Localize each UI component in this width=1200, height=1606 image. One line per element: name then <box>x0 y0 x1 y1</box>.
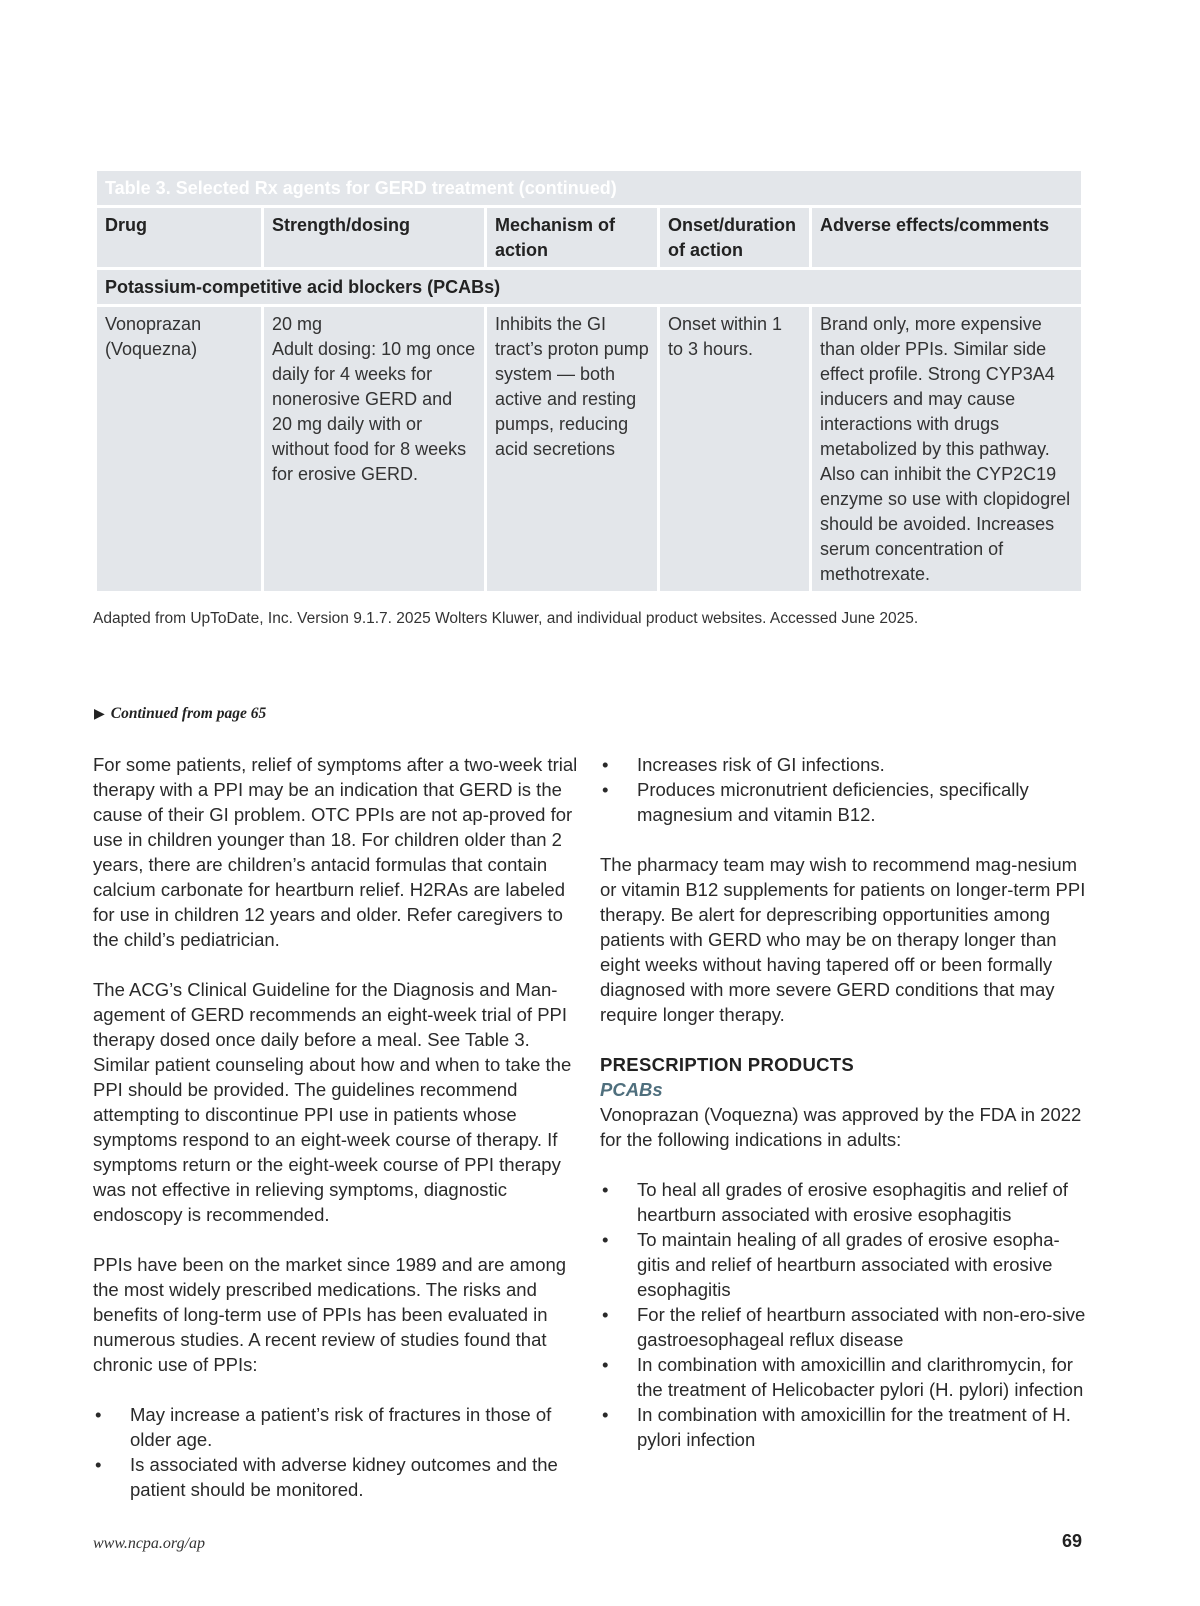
list-item: • Is associated with adverse kidney outcomes and the patient should be monitored. <box>95 1454 558 1500</box>
page-number: 69 <box>1062 1531 1083 1551</box>
right-column <box>600 752 1090 1477</box>
continued-text: Continued from page 65 <box>110 705 267 722</box>
list-item: • Increases risk of GI infections. <box>602 754 885 775</box>
list-item: • For the relief of heartburn associated with non-ero-sive gastroesophageal reflux disease <box>602 1304 1086 1350</box>
drug-brand: (Voquezna) <box>105 339 198 359</box>
paragraph: The ACG’s Clinical Guideline for the Diagnosis and Man-agement of GERD recommends an eight-week trial of PPI therapy dosed once daily before a meal. See Table 3. Similar patient counseling about how and when to take the PPI should be provided. The guidelines recommend attempting to discontinue PPI use in patients whose symptoms respond to an eight-week course of therapy. If symptoms return or the eight-week course of PPI therapy was not effective in relieving symptoms, diagnostic endoscopy is recommended. <box>93 979 572 1225</box>
table-title: Table 3. Selected Rx agents for GERD treatment (continued) <box>96 170 1083 207</box>
bullet-icon: • <box>602 1179 609 1200</box>
bullet-icon: • <box>602 754 609 775</box>
column-header-drug: Drug <box>96 207 263 269</box>
drug-name: Vonoprazan <box>105 314 202 334</box>
triangle-right-icon: ▶ <box>94 706 105 722</box>
paragraph: Vonoprazan (Voquezna) was approved by the FDA in 2022 for the following indications in adults: <box>600 1104 1082 1150</box>
bullet-list <box>600 1177 1090 1452</box>
list-item: • May increase a patient’s risk of fractures in those of older age. <box>95 1404 552 1450</box>
dosing-text: Adult dosing: 10 mg once daily for 4 weeks for nonerosive GERD and 20 mg daily with or without food for 8 weeks for erosive GERD. <box>272 339 476 484</box>
cell-strength <box>263 306 486 593</box>
paragraph: PPIs have been on the market since 1989 and are among the most widely prescribed medications. The risks and benefits of long-term use of PPIs has been evaluated in numerous studies. A recent review of studies found that chronic use of PPIs: <box>93 1254 567 1375</box>
bullet-icon: • <box>602 1404 609 1425</box>
list-item: • In combination with amoxicillin for the treatment of H. pylori infection <box>602 1404 1071 1450</box>
bullet-icon: • <box>602 779 609 800</box>
bullet-icon: • <box>602 1354 609 1375</box>
bullet-icon: • <box>95 1404 102 1425</box>
section-heading: PRESCRIPTION PRODUCTS <box>600 1054 855 1075</box>
continued-from-label <box>94 705 266 723</box>
paragraph: For some patients, relief of symptoms after a two-week trial therapy with a PPI may be an indication that GERD is the cause of their GI problem. OTC PPIs are not ap-proved for use in children younger than 18. For children older than 2 years, there are children’s antacid formulas that contain calcium carbonate for heartburn relief. H2RAs are labeled for use in children 12 years and older. Refer caregivers to the child’s pediatrician. <box>93 754 578 950</box>
footer-url: www.ncpa.org/ap <box>93 1535 206 1552</box>
bullet-icon: • <box>602 1229 609 1250</box>
list-item: • In combination with amoxicillin and clarithromycin, for the treatment of Helicobacter pylori (H. pylori) infection <box>602 1354 1084 1400</box>
column-header-adverse: Adverse effects/comments <box>811 207 1083 269</box>
table-row <box>96 306 1083 593</box>
bullet-icon: • <box>95 1454 102 1475</box>
table-source-note: Adapted from UpToDate, Inc. Version 9.1.7. 2025 Wolters Kluwer, and individual product websites. Accessed June 2025. <box>93 610 919 627</box>
column-header-onset: Onset/duration of action <box>659 207 811 269</box>
cell-mechanism: Inhibits the GI tract’s proton pump system — both active and resting pumps, reducing acid secretions <box>486 306 659 593</box>
section-subheading: PCABs <box>600 1079 663 1100</box>
paragraph: The pharmacy team may wish to recommend mag-nesium or vitamin B12 supplements for patients on longer-term PPI therapy. Be alert for deprescribing opportunities among patients with GERD who may be on therapy longer than eight weeks without having tapered off or been formally diagnosed with more severe GERD conditions that may require longer therapy. <box>600 854 1086 1025</box>
list-item: • Produces micronutrient deficiencies, specifically magnesium and vitamin B12. <box>602 779 1029 825</box>
left-column <box>93 752 583 1527</box>
list-item: • To maintain healing of all grades of erosive esopha-gitis and relief of heartburn associated with erosive esophagitis <box>602 1229 1060 1300</box>
table-section-label: Potassium-competitive acid blockers (PCABs) <box>96 269 1083 306</box>
strength-value: 20 mg <box>272 314 323 334</box>
bullet-icon: • <box>602 1304 609 1325</box>
list-item: • To heal all grades of erosive esophagitis and relief of heartburn associated with erosive esophagitis <box>602 1179 1068 1225</box>
column-header-mechanism: Mechanism of action <box>486 207 659 269</box>
cell-drug <box>96 306 263 593</box>
bullet-list <box>600 752 1090 827</box>
column-header-strength: Strength/dosing <box>263 207 486 269</box>
rx-table <box>94 168 1081 594</box>
cell-adverse: Brand only, more expensive than older PPIs. Similar side effect profile. Strong CYP3A4 inducers and may cause interactions with drugs metabolized by this pathway. Also can inhibit the CYP2C19 enzyme so use with clopidogrel should be avoided. Increases serum concentration of methotrexate. <box>811 306 1083 593</box>
cell-onset: Onset within 1 to 3 hours. <box>659 306 811 593</box>
bullet-list <box>93 1402 583 1502</box>
